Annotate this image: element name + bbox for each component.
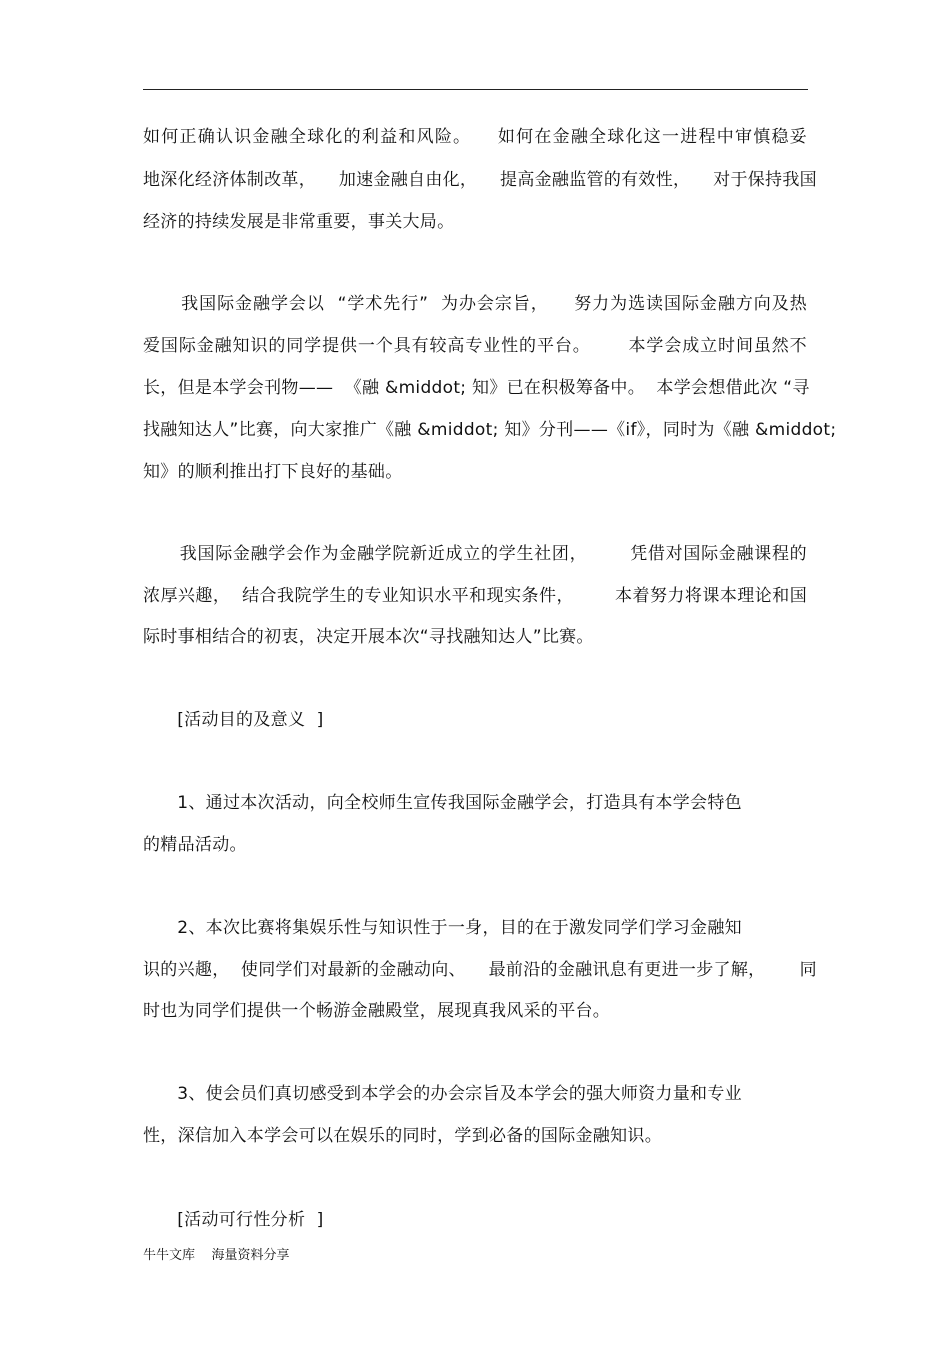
p2-line-3: 长，但是本学会刊物—— 《融 &middot; 知》已在积极筹备中。 本学会想借此次 “寻: [143, 378, 810, 398]
item-1-line-1: 1、通过本次活动，向全校师生宣传我国际金融学会，打造具有本学会特色: [143, 793, 742, 813]
header-rule: [143, 89, 808, 90]
p1-line-3: 经济的持续发展是非常重要，事关大局。: [143, 212, 455, 232]
p1-line-2: 地深化经济体制改革， 加速金融自由化， 提高金融监管的有效性， 对于保持我国: [143, 170, 817, 190]
section-heading-purpose: [活动目的及意义 ]: [143, 710, 324, 730]
section-heading-feasibility: [活动可行性分析 ]: [143, 1210, 324, 1230]
item-3-line-2: 性，深信加入本学会可以在娱乐的同时，学到必备的国际金融知识。: [143, 1126, 662, 1146]
p1-line-1: 如何正确认识金融全球化的利益和风险。 如何在金融全球化这一进程中审慎稳妥: [143, 127, 807, 147]
item-1-line-2: 的精品活动。: [143, 835, 247, 855]
p2-line-4: 找融知达人”比赛，向大家推广《融 &middot; 知》分刊——《if》，同时为《融 &middot;: [143, 420, 837, 440]
p3-line-1: 我国际金融学会作为金融学院新近成立的学生社团， 凭借对国际金融课程的: [143, 544, 807, 564]
item-2-line-3: 时也为同学们提供一个畅游金融殿堂，展现真我风采的平台。: [143, 1001, 611, 1021]
item-2-line-2: 识的兴趣， 使同学们对最新的金融动向、 最前沿的金融讯息有更进一步了解， 同: [143, 960, 817, 980]
footer-text: 牛牛文库 海量资料分享: [143, 1248, 290, 1263]
item-3-line-1: 3、使会员们真切感受到本学会的办会宗旨及本学会的强大师资力量和专业: [143, 1084, 742, 1104]
item-2-line-1: 2、本次比赛将集娱乐性与知识性于一身，目的在于激发同学们学习金融知: [143, 918, 742, 938]
p3-line-2: 浓厚兴趣， 结合我院学生的专业知识水平和现实条件， 本着努力将课本理论和国: [143, 586, 807, 606]
p2-line-1: 我国际金融学会以 “学术先行” 为办会宗旨， 努力为选读国际金融方向及热: [143, 294, 807, 314]
p2-line-2: 爱国际金融知识的同学提供一个具有较高专业性的平台。 本学会成立时间虽然不: [143, 336, 807, 356]
p3-line-3: 际时事相结合的初衷，决定开展本次“寻找融知达人”比赛。: [143, 627, 594, 647]
p2-line-5: 知》的顺利推出打下良好的基础。: [143, 462, 403, 482]
